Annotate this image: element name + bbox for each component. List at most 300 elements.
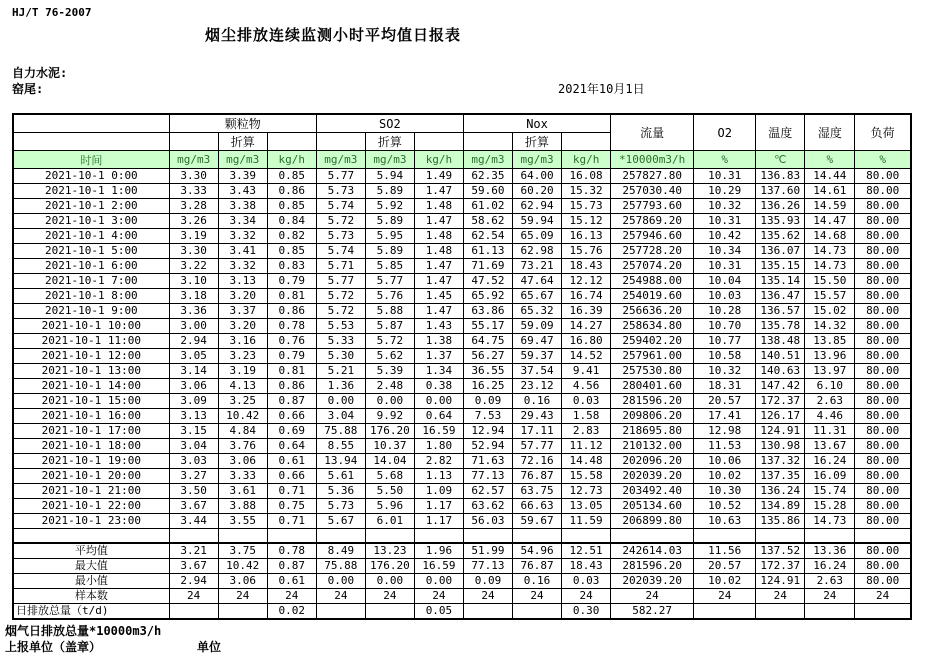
value-cell: 3.05 xyxy=(169,349,218,364)
unit-cell: kg/h xyxy=(267,151,316,169)
value-cell: 24 xyxy=(805,589,855,604)
row-label-cell: 2021-10-1 0:00 xyxy=(13,169,169,184)
row-label-cell: 样本数 xyxy=(13,589,169,604)
unit-cell: mg/m3 xyxy=(513,151,562,169)
value-cell: 2.94 xyxy=(169,574,218,589)
value-cell: 1.47 xyxy=(414,214,463,229)
value-cell: 0.83 xyxy=(267,259,316,274)
value-cell: 80.00 xyxy=(855,543,911,559)
value-cell: 16.13 xyxy=(562,229,611,244)
table-header xyxy=(13,114,911,169)
value-cell: 3.67 xyxy=(169,559,218,574)
row-label-cell: 2021-10-1 1:00 xyxy=(13,184,169,199)
empty-cell xyxy=(267,133,316,151)
value-cell: 54.96 xyxy=(513,543,562,559)
value-cell: 3.04 xyxy=(169,439,218,454)
value-cell: 5.85 xyxy=(365,259,414,274)
value-cell: 12.73 xyxy=(562,484,611,499)
value-cell: 1.58 xyxy=(562,409,611,424)
value-cell xyxy=(316,529,365,544)
value-cell: 136.83 xyxy=(756,169,805,184)
value-cell xyxy=(463,604,512,620)
value-cell xyxy=(855,529,911,544)
value-cell: 0.09 xyxy=(463,394,512,409)
value-cell: 24 xyxy=(855,589,911,604)
value-cell: 56.03 xyxy=(463,514,512,529)
value-cell: 75.88 xyxy=(316,559,365,574)
value-cell: 24 xyxy=(756,589,805,604)
value-cell: 1.48 xyxy=(414,244,463,259)
value-cell: 3.20 xyxy=(218,289,267,304)
value-cell: 3.03 xyxy=(169,454,218,469)
value-cell: 13.23 xyxy=(365,543,414,559)
value-cell: 5.89 xyxy=(365,184,414,199)
value-cell: 135.86 xyxy=(756,514,805,529)
value-cell: 5.73 xyxy=(316,499,365,514)
value-cell: 77.13 xyxy=(463,559,512,574)
unit-cell: % xyxy=(805,151,855,169)
value-cell: 257530.80 xyxy=(611,364,694,379)
value-cell: 80.00 xyxy=(855,559,911,574)
value-cell: 136.26 xyxy=(756,199,805,214)
value-cell: 5.72 xyxy=(365,334,414,349)
value-cell xyxy=(316,604,365,620)
value-cell: 15.32 xyxy=(562,184,611,199)
value-cell: 0.66 xyxy=(267,409,316,424)
value-cell: 61.13 xyxy=(463,244,512,259)
value-cell: 0.00 xyxy=(316,574,365,589)
value-cell: 3.19 xyxy=(218,364,267,379)
empty-cell xyxy=(13,133,169,151)
value-cell: 10.34 xyxy=(694,244,756,259)
value-cell: 3.75 xyxy=(218,543,267,559)
value-cell: 12.12 xyxy=(562,274,611,289)
value-cell: 281596.20 xyxy=(611,394,694,409)
value-cell: 257030.40 xyxy=(611,184,694,199)
value-cell: 63.75 xyxy=(513,484,562,499)
value-cell: 14.52 xyxy=(562,349,611,364)
value-cell: 7.53 xyxy=(463,409,512,424)
value-cell: 13.67 xyxy=(805,439,855,454)
data-row xyxy=(13,274,911,289)
value-cell xyxy=(855,604,911,620)
spacer-row xyxy=(13,529,911,544)
value-cell: 5.74 xyxy=(316,199,365,214)
value-cell xyxy=(611,529,694,544)
value-cell: 0.71 xyxy=(267,514,316,529)
value-cell: 0.78 xyxy=(267,543,316,559)
daily-total-row xyxy=(13,604,911,620)
value-cell: 3.33 xyxy=(218,469,267,484)
value-cell: 0.16 xyxy=(513,574,562,589)
value-cell: 5.77 xyxy=(316,274,365,289)
row-label-cell: 2021-10-1 14:00 xyxy=(13,379,169,394)
data-row xyxy=(13,259,911,274)
value-cell: 2.94 xyxy=(169,334,218,349)
value-cell: 3.30 xyxy=(169,244,218,259)
data-row xyxy=(13,244,911,259)
unit-cell: % xyxy=(855,151,911,169)
data-row xyxy=(13,214,911,229)
value-cell: 137.52 xyxy=(756,543,805,559)
value-cell: 59.94 xyxy=(513,214,562,229)
value-cell: 11.53 xyxy=(694,439,756,454)
value-cell: 0.85 xyxy=(267,244,316,259)
value-cell: 18.43 xyxy=(562,559,611,574)
value-cell: 24 xyxy=(414,589,463,604)
group-header-row xyxy=(13,114,911,133)
value-cell: 10.28 xyxy=(694,304,756,319)
value-cell: 3.36 xyxy=(169,304,218,319)
row-label-cell: 2021-10-1 6:00 xyxy=(13,259,169,274)
value-cell: 80.00 xyxy=(855,364,911,379)
row-label-cell: 2021-10-1 4:00 xyxy=(13,229,169,244)
value-cell xyxy=(414,529,463,544)
time-header: 时间 xyxy=(13,151,169,169)
value-cell: 24 xyxy=(365,589,414,604)
value-cell: 5.62 xyxy=(365,349,414,364)
value-cell: 1.43 xyxy=(414,319,463,334)
value-cell: 15.58 xyxy=(562,469,611,484)
value-cell: 63.62 xyxy=(463,499,512,514)
company-label: 自力水泥: xyxy=(12,66,68,80)
value-cell: 0.79 xyxy=(267,349,316,364)
value-cell: 136.07 xyxy=(756,244,805,259)
row-label-cell: 2021-10-1 5:00 xyxy=(13,244,169,259)
value-cell: 1.48 xyxy=(414,199,463,214)
value-cell: 58.62 xyxy=(463,214,512,229)
value-cell: 80.00 xyxy=(855,319,911,334)
value-cell: 12.98 xyxy=(694,424,756,439)
value-cell: 2.48 xyxy=(365,379,414,394)
value-cell: 80.00 xyxy=(855,244,911,259)
value-cell: 69.47 xyxy=(513,334,562,349)
value-cell: 210132.00 xyxy=(611,439,694,454)
data-row xyxy=(13,439,911,454)
value-cell: 24 xyxy=(316,589,365,604)
value-cell: 1.38 xyxy=(414,334,463,349)
value-cell: 10.58 xyxy=(694,349,756,364)
value-cell: 3.26 xyxy=(169,214,218,229)
value-cell: 202039.20 xyxy=(611,469,694,484)
value-cell: 0.86 xyxy=(267,304,316,319)
value-cell: 135.78 xyxy=(756,319,805,334)
value-cell: 15.50 xyxy=(805,274,855,289)
value-cell: 24 xyxy=(218,589,267,604)
value-cell: 73.21 xyxy=(513,259,562,274)
value-cell: 1.96 xyxy=(414,543,463,559)
value-cell: 24 xyxy=(611,589,694,604)
footer-unit-label: 单位 xyxy=(197,640,222,654)
data-row xyxy=(13,454,911,469)
value-cell: 0.00 xyxy=(414,574,463,589)
value-cell: 80.00 xyxy=(855,394,911,409)
o2-header: O2 xyxy=(694,114,756,151)
row-label-cell: 2021-10-1 17:00 xyxy=(13,424,169,439)
value-cell: 137.32 xyxy=(756,454,805,469)
value-cell: 3.14 xyxy=(169,364,218,379)
value-cell: 3.20 xyxy=(218,319,267,334)
value-cell: 18.43 xyxy=(562,259,611,274)
value-cell: 20.57 xyxy=(694,394,756,409)
value-cell: 1.37 xyxy=(414,349,463,364)
value-cell: 80.00 xyxy=(855,484,911,499)
value-cell: 2.82 xyxy=(414,454,463,469)
value-cell: 80.00 xyxy=(855,439,911,454)
value-cell: 135.15 xyxy=(756,259,805,274)
value-cell: 16.59 xyxy=(414,424,463,439)
value-cell: 2.83 xyxy=(562,424,611,439)
value-cell: 10.31 xyxy=(694,214,756,229)
value-cell: 14.61 xyxy=(805,184,855,199)
value-cell: 77.13 xyxy=(463,469,512,484)
value-cell: 3.38 xyxy=(218,199,267,214)
value-cell: 5.95 xyxy=(365,229,414,244)
value-cell: 80.00 xyxy=(855,349,911,364)
value-cell: 0.79 xyxy=(267,274,316,289)
summary-row xyxy=(13,543,911,559)
unit-cell: mg/m3 xyxy=(463,151,512,169)
value-cell: 13.05 xyxy=(562,499,611,514)
value-cell: 3.33 xyxy=(169,184,218,199)
value-cell: 12.51 xyxy=(562,543,611,559)
row-label-cell: 2021-10-1 22:00 xyxy=(13,499,169,514)
unit-cell: mg/m3 xyxy=(365,151,414,169)
value-cell: 80.00 xyxy=(855,379,911,394)
value-cell: 257793.60 xyxy=(611,199,694,214)
value-cell xyxy=(805,604,855,620)
value-cell: 0.61 xyxy=(267,574,316,589)
empty-cell xyxy=(316,133,365,151)
value-cell: 56.27 xyxy=(463,349,512,364)
value-cell: 63.86 xyxy=(463,304,512,319)
value-cell: 172.37 xyxy=(756,394,805,409)
value-cell: 257728.20 xyxy=(611,244,694,259)
value-cell: 14.47 xyxy=(805,214,855,229)
data-row xyxy=(13,229,911,244)
value-cell: 135.93 xyxy=(756,214,805,229)
value-cell: 6.01 xyxy=(365,514,414,529)
value-cell: 5.76 xyxy=(365,289,414,304)
value-cell: 14.73 xyxy=(805,244,855,259)
value-cell: 257827.80 xyxy=(611,169,694,184)
value-cell xyxy=(218,604,267,620)
value-cell: 10.70 xyxy=(694,319,756,334)
value-cell: 242614.03 xyxy=(611,543,694,559)
data-row xyxy=(13,184,911,199)
value-cell: 10.02 xyxy=(694,469,756,484)
value-cell: 137.60 xyxy=(756,184,805,199)
footer-report-unit-label: 上报单位（盖章） xyxy=(5,640,102,654)
value-cell: 5.61 xyxy=(316,469,365,484)
value-cell: 80.00 xyxy=(855,274,911,289)
value-cell: 5.77 xyxy=(365,274,414,289)
pm-group-header: 颗粒物 xyxy=(169,114,316,133)
value-cell: 172.37 xyxy=(756,559,805,574)
value-cell: 176.20 xyxy=(365,559,414,574)
value-cell: 24 xyxy=(169,589,218,604)
value-cell: 62.35 xyxy=(463,169,512,184)
value-cell: 24 xyxy=(562,589,611,604)
value-cell: 5.73 xyxy=(316,184,365,199)
value-cell: 5.53 xyxy=(316,319,365,334)
value-cell: 1.17 xyxy=(414,499,463,514)
value-cell: 5.88 xyxy=(365,304,414,319)
value-cell: 15.76 xyxy=(562,244,611,259)
value-cell: 62.98 xyxy=(513,244,562,259)
value-cell: 1.09 xyxy=(414,484,463,499)
standard-code: HJ/T 76-2007 xyxy=(12,6,92,19)
value-cell: 51.99 xyxy=(463,543,512,559)
value-cell: 257961.00 xyxy=(611,349,694,364)
value-cell: 76.87 xyxy=(513,469,562,484)
value-cell: 14.44 xyxy=(805,169,855,184)
value-cell: 4.56 xyxy=(562,379,611,394)
unit-cell: kg/h xyxy=(562,151,611,169)
value-cell: 0.61 xyxy=(267,454,316,469)
value-cell xyxy=(463,529,512,544)
value-cell xyxy=(694,529,756,544)
value-cell: 4.13 xyxy=(218,379,267,394)
value-cell: 218695.80 xyxy=(611,424,694,439)
value-cell: 10.52 xyxy=(694,499,756,514)
row-label-cell: 2021-10-1 20:00 xyxy=(13,469,169,484)
data-row xyxy=(13,289,911,304)
empty-cell xyxy=(463,133,512,151)
value-cell: 1.17 xyxy=(414,514,463,529)
value-cell: 80.00 xyxy=(855,334,911,349)
value-cell: 71.63 xyxy=(463,454,512,469)
value-cell: 1.47 xyxy=(414,304,463,319)
value-cell: 6.10 xyxy=(805,379,855,394)
value-cell: 257869.20 xyxy=(611,214,694,229)
value-cell: 5.30 xyxy=(316,349,365,364)
value-cell: 13.85 xyxy=(805,334,855,349)
value-cell: 3.04 xyxy=(316,409,365,424)
row-label-cell: 2021-10-1 9:00 xyxy=(13,304,169,319)
value-cell: 80.00 xyxy=(855,214,911,229)
so2-group-header: SO2 xyxy=(316,114,463,133)
value-cell: 66.63 xyxy=(513,499,562,514)
unit-cell: kg/h xyxy=(414,151,463,169)
row-label-cell: 2021-10-1 7:00 xyxy=(13,274,169,289)
value-cell: 17.41 xyxy=(694,409,756,424)
value-cell: 24 xyxy=(463,589,512,604)
value-cell: 582.27 xyxy=(611,604,694,620)
row-label-cell: 2021-10-1 16:00 xyxy=(13,409,169,424)
value-cell: 14.73 xyxy=(805,514,855,529)
data-row xyxy=(13,349,911,364)
value-cell: 5.92 xyxy=(365,199,414,214)
value-cell: 0.85 xyxy=(267,199,316,214)
value-cell: 0.00 xyxy=(316,394,365,409)
value-cell: 10.42 xyxy=(694,229,756,244)
value-cell: 5.36 xyxy=(316,484,365,499)
value-cell: 3.10 xyxy=(169,274,218,289)
value-cell: 16.39 xyxy=(562,304,611,319)
value-cell: 5.87 xyxy=(365,319,414,334)
value-cell: 80.00 xyxy=(855,409,911,424)
value-cell: 3.19 xyxy=(169,229,218,244)
value-cell: 5.94 xyxy=(365,169,414,184)
value-cell: 17.11 xyxy=(513,424,562,439)
value-cell: 3.22 xyxy=(169,259,218,274)
value-cell: 259402.20 xyxy=(611,334,694,349)
value-cell: 134.89 xyxy=(756,499,805,514)
value-cell xyxy=(218,529,267,544)
value-cell: 10.32 xyxy=(694,364,756,379)
humidity-header: 湿度 xyxy=(805,114,855,151)
value-cell: 3.09 xyxy=(169,394,218,409)
value-cell xyxy=(365,604,414,620)
value-cell: 254019.60 xyxy=(611,289,694,304)
temperature-header: 温度 xyxy=(756,114,805,151)
report-date: 2021年10月1日 xyxy=(558,82,645,96)
data-row xyxy=(13,304,911,319)
row-label-cell: 2021-10-1 15:00 xyxy=(13,394,169,409)
value-cell: 0.85 xyxy=(267,169,316,184)
unit-header-row xyxy=(13,151,911,169)
value-cell xyxy=(562,529,611,544)
value-cell: 5.73 xyxy=(316,229,365,244)
empty-cell xyxy=(13,114,169,133)
value-cell: 3.21 xyxy=(169,543,218,559)
unit-cell: ℃ xyxy=(756,151,805,169)
data-row xyxy=(13,169,911,184)
value-cell: 0.05 xyxy=(414,604,463,620)
value-cell: 209806.20 xyxy=(611,409,694,424)
value-cell: 0.02 xyxy=(267,604,316,620)
value-cell: 257946.60 xyxy=(611,229,694,244)
row-label-cell: 最大值 xyxy=(13,559,169,574)
value-cell: 3.06 xyxy=(218,454,267,469)
row-label-cell: 2021-10-1 13:00 xyxy=(13,364,169,379)
data-row xyxy=(13,409,911,424)
value-cell: 20.57 xyxy=(694,559,756,574)
value-cell: 80.00 xyxy=(855,304,911,319)
value-cell: 10.42 xyxy=(218,559,267,574)
value-cell: 1.13 xyxy=(414,469,463,484)
value-cell: 1.36 xyxy=(316,379,365,394)
load-header: 负荷 xyxy=(855,114,911,151)
value-cell: 10.32 xyxy=(694,199,756,214)
value-cell: 3.76 xyxy=(218,439,267,454)
row-label-cell: 2021-10-1 21:00 xyxy=(13,484,169,499)
value-cell: 1.45 xyxy=(414,289,463,304)
value-cell: 0.86 xyxy=(267,379,316,394)
value-cell: 3.50 xyxy=(169,484,218,499)
value-cell: 257074.20 xyxy=(611,259,694,274)
value-cell: 1.49 xyxy=(414,169,463,184)
value-cell: 2.63 xyxy=(805,394,855,409)
value-cell: 3.25 xyxy=(218,394,267,409)
value-cell: 10.03 xyxy=(694,289,756,304)
value-cell: 5.68 xyxy=(365,469,414,484)
value-cell xyxy=(365,529,414,544)
value-cell: 0.03 xyxy=(562,394,611,409)
value-cell: 140.51 xyxy=(756,349,805,364)
value-cell: 14.27 xyxy=(562,319,611,334)
data-row xyxy=(13,319,911,334)
value-cell: 136.47 xyxy=(756,289,805,304)
value-cell: 14.32 xyxy=(805,319,855,334)
row-label-cell: 2021-10-1 3:00 xyxy=(13,214,169,229)
summary-row xyxy=(13,559,911,574)
value-cell: 0.87 xyxy=(267,394,316,409)
value-cell: 5.77 xyxy=(316,169,365,184)
value-cell: 24 xyxy=(513,589,562,604)
value-cell: 5.96 xyxy=(365,499,414,514)
